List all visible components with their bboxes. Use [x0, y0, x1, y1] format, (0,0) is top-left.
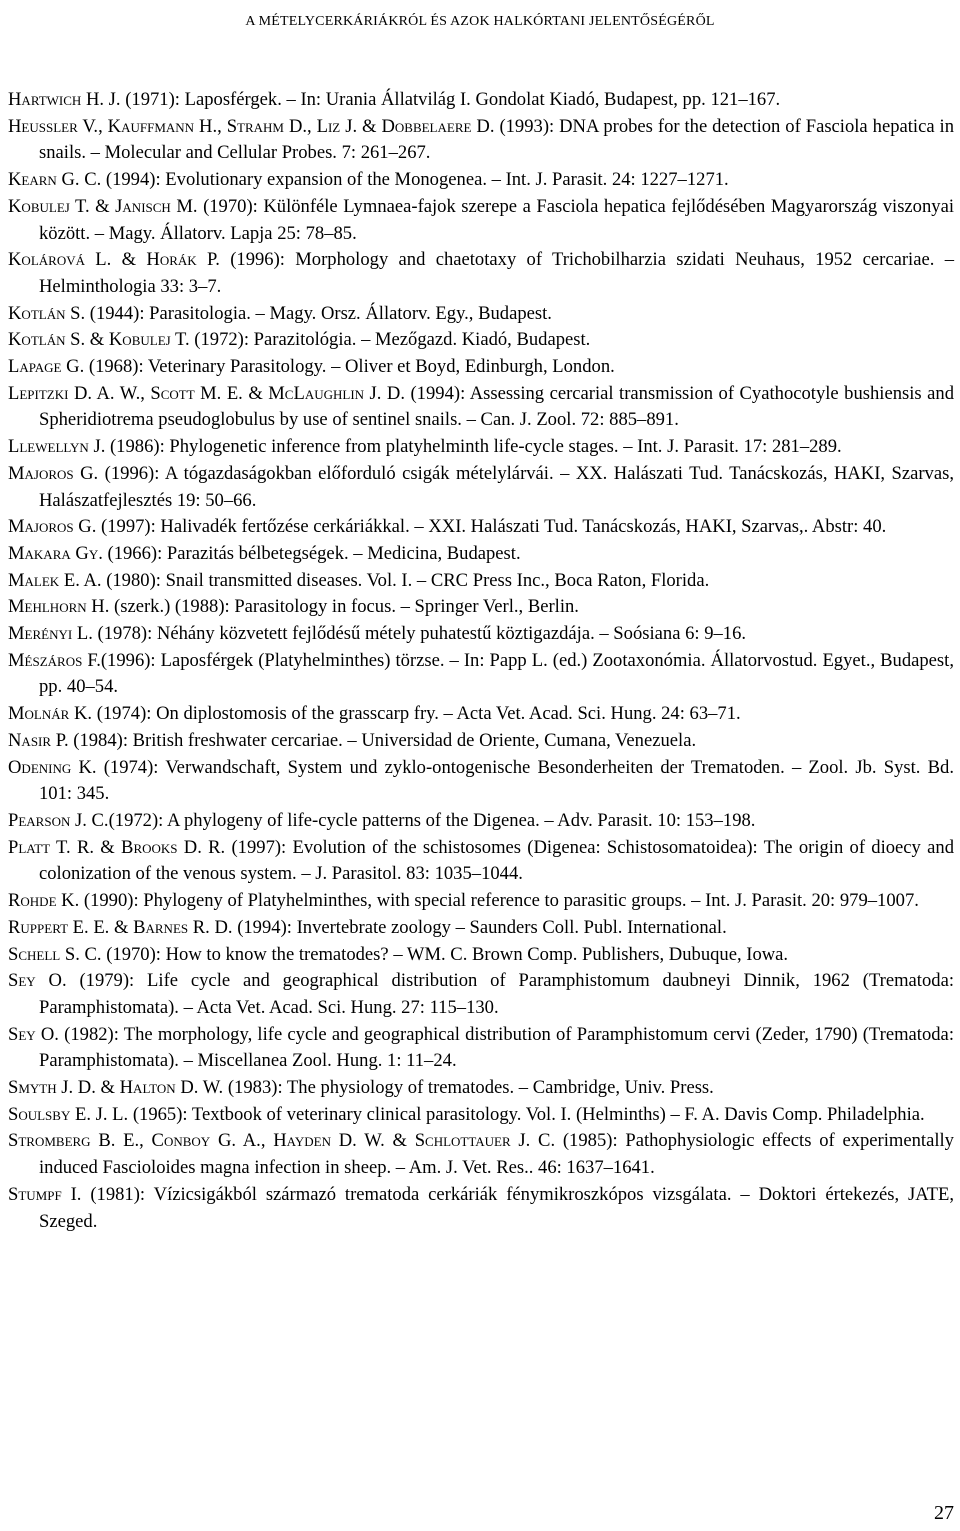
reference-details: (1971): Laposférgek. – In: Urania Állatvilág I. Gondolat Kiadó, Budapest, pp. 121–167. [120, 89, 781, 110]
reference-authors: Heussler V., Kauffmann H., Strahm D., Liz J. & Dobbelaere D. [8, 115, 495, 137]
reference-details: (1994): Invertebrate zoology – Saunders Coll. Publ. International. [232, 916, 727, 938]
reference-details: (1968): Veterinary Parasitology. – Oliver et Boyd, Edinburgh, London. [84, 356, 615, 378]
reference-details: (1990): Phylogeny of Platyhelminthes, with special reference to parasitic groups. – Int. J. Parasit. 20: 979–1007. [79, 890, 919, 912]
reference-list [8, 87, 954, 1235]
reference-entry [8, 1022, 954, 1075]
reference-details: (1993): DNA probes for the detection of Fasciola hepatica in snails. – Molecular and Cellular Probes. 7: 261–267. [39, 115, 955, 164]
reference-authors: Platt T. R. & Brooks D. R. [8, 836, 226, 858]
reference-entry [8, 888, 954, 915]
reference-entry [8, 514, 954, 541]
reference-entry [8, 648, 954, 701]
reference-authors: Kobulej T. & Janisch M. [8, 195, 198, 217]
reference-authors: Kearn G. C. [8, 169, 102, 191]
reference-details: (1983): The physiology of trematodes. – Cambridge, Univ. Press. [223, 1077, 714, 1099]
reference-details: (1981): Vízicsigákból származó trematoda cerkáriák fénymikroszkópos vizsgálata. – Doktori értekezés, JATE, Szeged. [39, 1183, 954, 1232]
reference-entry [8, 461, 954, 514]
reference-authors: Kotlán S. & Kobulej T. [8, 329, 190, 351]
running-header: A MÉTELYCERKÁRIÁKRÓL ÉS AZOK HALKÓRTANI JELENTŐSÉGÉRŐL [245, 14, 715, 29]
reference-details: (1980): Snail transmitted diseases. Vol. I. – CRC Press Inc., Boca Raton, Florida. [101, 569, 710, 591]
reference-authors: Mészáros F. [8, 649, 101, 671]
reference-entry [8, 167, 954, 194]
reference-authors: Rohde K. [8, 890, 80, 912]
reference-details: (1979): Life cycle and geographical distribution of Paramphistomum daubneyi Dinnik, 1962 (Trematoda: Paramphistomata). – Acta Vet. Acad. Sci. Hung. 27: 115–130. [39, 970, 954, 1018]
reference-entry [8, 354, 954, 381]
reference-entry [8, 942, 954, 969]
reference-entry [8, 835, 954, 888]
reference-entry [8, 621, 954, 648]
reference-entry [8, 808, 954, 835]
reference-authors: Sey O. [8, 970, 67, 992]
reference-entry [8, 701, 954, 728]
reference-authors: Makara Gy. [8, 542, 103, 564]
page-number: 27 [934, 1502, 954, 1524]
reference-entry [8, 755, 954, 808]
reference-details: (1966): Parazitás bélbetegségek. – Medicina, Budapest. [102, 542, 521, 564]
reference-details: (1974): Verwandschaft, System und zyklo-ontogenische Besonderheiten der Trematoden. – Zool. Jb. Syst. Bd. 101: 345. [39, 756, 954, 805]
reference-authors: Majoros G. [8, 462, 99, 484]
reference-entry [8, 434, 954, 461]
reference-details: (1978): Néhány közvetett fejlődésű métely puhatestű köztigazdája. – Soósiana 6: 9–16. [92, 623, 747, 645]
reference-authors: Lepitzki D. A. W., Scott M. E. & McLaughlin J. D. [8, 382, 405, 404]
reference-authors: Mehlhorn H. [8, 596, 110, 618]
reference-details: (1994): Assessing cercarial transmission of Cyathocotyle bushiensis and Spheridiotrema pseudoglobulus by use of sentinel snails. – Can. J. Zool. 72: 885–891. [39, 382, 954, 431]
reference-details: (1970): How to know the trematodes? – WM. C. Brown Comp. Publishers, Dubuque, Iowa. [101, 943, 789, 965]
reference-details: (1965): Textbook of veterinary clinical parasitology. Vol. I. (Helminths) – F. A. Davis Comp. Philadelphia. [128, 1103, 925, 1125]
reference-authors: Stumpf I. [8, 1183, 82, 1205]
reference-entry [8, 915, 954, 942]
reference-entry [8, 1182, 954, 1235]
reference-details: (1997): Evolution of the schistosomes (Digenea: Schistosomatoidea): The origin of dioecy and colonization of the venous system. – J. Parasitol. 83: 1035–1044. [39, 836, 954, 885]
reference-authors: Sey O. [8, 1023, 59, 1045]
reference-details: (1985): Pathophysiologic effects of experimentally induced Fascioloides magna infection in sheep. – Am. J. Vet. Res.. 46: 1637–1641. [39, 1130, 954, 1179]
reference-entry [8, 1075, 954, 1102]
reference-authors: Kolárová L. & Horák P. [8, 249, 220, 271]
reference-details: (1996): A tógazdaságokban előforduló csigák mételylárvái. – XX. Halászati Tud. Tanácskozás, HAKI, Szarvas, Halászatfejlesztés 19: 50–66. [39, 462, 954, 511]
reference-entry [8, 327, 954, 354]
reference-entry [8, 1102, 954, 1129]
reference-authors: Nasir P. [8, 729, 69, 751]
reference-details: (1997): Halivadék fertőzése cerkáriákkal. – XXI. Halászati Tud. Tanácskozás, HAKI, Szarvas,. Abstr: 40. [96, 516, 887, 538]
reference-authors: Lapage G. [8, 356, 85, 378]
reference-details: (1984): British freshwater cercariae. – Universidad de Oriente, Cumana, Venezuela. [68, 729, 697, 751]
reference-authors: Merényi L. [8, 623, 93, 645]
reference-entry [8, 541, 954, 568]
reference-entry [8, 568, 954, 595]
reference-entry [8, 194, 954, 247]
reference-authors: Hartwich H. J. [8, 89, 121, 110]
reference-entry [8, 247, 954, 300]
reference-details: (1996): Morphology and chaetotaxy of Trichobilharzia szidati Neuhaus, 1952 cercariae. – Helminthologia 33: 3–7. [39, 249, 954, 297]
reference-details: (1994): Evolutionary expansion of the Monogenea. – Int. J. Parasit. 24: 1227–1271. [101, 169, 729, 191]
reference-details: (1974): On diplostomosis of the grasscarp fry. – Acta Vet. Acad. Sci. Hung. 24: 63–71. [92, 703, 741, 725]
reference-entry [8, 728, 954, 755]
reference-entry [8, 381, 954, 434]
reference-details: (1970): Különféle Lymnaea-fajok szerepe a Fasciola hepatica fejlődésében Magyarország viszonyai között. – Magy. Állatorv. Lapja 25: 78–85. [39, 195, 954, 244]
reference-authors: Molnár K. [8, 703, 93, 725]
reference-entry [8, 968, 954, 1021]
reference-authors: Odening K. [8, 756, 97, 778]
reference-details: (1996): Laposférgek (Platyhelminthes) törzse. – In: Papp L. (ed.) Zootaxonómia. Állatorvostud. Egyet., Budapest, pp. 40–54. [39, 649, 954, 698]
reference-authors: Soulsby E. J. L. [8, 1103, 129, 1125]
reference-authors: Ruppert E. E. & Barnes R. D. [8, 916, 233, 938]
reference-authors: Stromberg B. E., Conboy G. A., Hayden D. W. & Schlottauer J. C. [8, 1130, 556, 1152]
reference-entry [8, 87, 954, 114]
reference-authors: Majoros G. [8, 516, 97, 538]
reference-entry [8, 301, 954, 328]
reference-authors: Kotlán S. [8, 302, 86, 324]
reference-details: (szerk.) (1988): Parasitology in focus. – Springer Verl., Berlin. [109, 596, 579, 618]
reference-authors: Llewellyn J. [8, 436, 106, 458]
reference-details: (1982): The morphology, life cycle and geographical distribution of Paramphistomum cervi (Zeder, 1790) (Trematoda: Paramphistomata). – Miscellanea Zool. Hung. 1: 11–24. [39, 1023, 954, 1072]
reference-details: (1986): Phylogenetic inference from platyhelminth life-cycle stages. – Int. J. Parasit. 17: 281–289. [105, 436, 842, 458]
reference-authors: Smyth J. D. & Halton D. W. [8, 1077, 224, 1099]
reference-details: (1972): Parazitológia. – Mezőgazd. Kiadó, Budapest. [189, 329, 591, 351]
reference-authors: Malek E. A. [8, 569, 102, 591]
reference-entry [8, 594, 954, 621]
reference-entry [8, 114, 954, 167]
reference-entry [8, 1128, 954, 1181]
reference-authors: Pearson J. C. [8, 809, 109, 831]
reference-authors: Schell S. C. [8, 943, 102, 965]
reference-details: (1944): Parasitologia. – Magy. Orsz. Állatorv. Egy., Budapest. [85, 302, 552, 324]
reference-details: (1972): A phylogeny of life-cycle patterns of the Digenea. – Adv. Parasit. 10: 153–198. [108, 809, 756, 831]
